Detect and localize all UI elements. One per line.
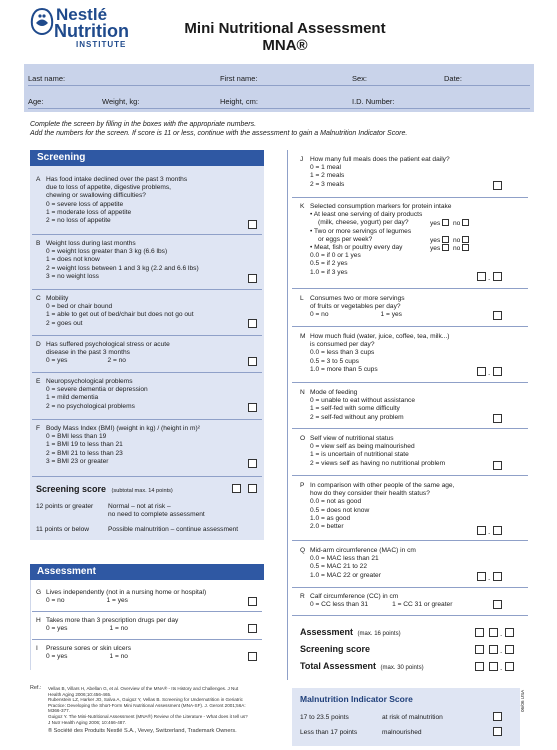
question-h: [36, 617, 258, 637]
decimal-point: .: [488, 273, 491, 282]
answer-option: 2 = views self as having no nutritional problem: [310, 459, 446, 467]
question-letter: I: [36, 645, 38, 652]
result-threshold: 12 points or greater: [36, 503, 94, 510]
question-letter: D: [36, 341, 41, 348]
answer-option: 1 = yes: [380, 311, 402, 319]
answer-option: 0.0 = MAC less than 21: [310, 555, 379, 563]
answer-option: 1 = CC 31 or greater: [392, 601, 453, 609]
question-a: [36, 176, 258, 232]
id-label: I.D. Number:: [352, 97, 395, 106]
total-assessment-row: [300, 661, 424, 671]
screening-score-box-2[interactable]: [248, 484, 257, 493]
question-text: is consumed per day?: [310, 341, 375, 349]
question-letter: M: [300, 333, 306, 340]
total-assessment-box-1[interactable]: [475, 662, 484, 671]
question-letter: N: [300, 389, 305, 396]
answer-option: 2.0 = better: [310, 523, 344, 531]
score-box-p-2[interactable]: [493, 526, 502, 535]
score-box-k-1[interactable]: [477, 272, 486, 281]
score-box-h[interactable]: [248, 624, 257, 633]
reference: J Nutr Health Aging 2006; 10:466-487.: [48, 719, 127, 725]
question-letter: E: [36, 378, 41, 385]
question-letter: L: [300, 295, 304, 302]
assessment-total-box-2[interactable]: [489, 628, 498, 637]
legumes-no-box[interactable]: [462, 236, 469, 243]
screening-score-label: Screening score: [36, 484, 107, 494]
score-box-b[interactable]: [248, 274, 257, 283]
answer-option: 0 = CC less than 31: [310, 601, 369, 609]
question-text: Self view of nutritional status: [310, 435, 394, 442]
legumes-yes-box[interactable]: [442, 236, 449, 243]
result-text: no need to complete assessment: [108, 511, 205, 518]
brand-line1: Nestlé: [56, 5, 108, 24]
answer-option: 0 = yes: [46, 625, 68, 633]
question-text: Pressure sores or skin ulcers: [46, 645, 132, 652]
question-n: [300, 389, 510, 425]
score-box-q-1[interactable]: [477, 572, 486, 581]
mis-range: 17 to 23.5 points: [300, 714, 349, 721]
answer-option: 0 = weight loss greater than 3 kg (6.6 lbs): [46, 248, 168, 256]
total-assessment-box-3[interactable]: [505, 662, 514, 671]
question-letter: Q: [300, 547, 306, 554]
instructions-line1: Complete the screen by filling in the boxes with the appropriate numbers.: [30, 121, 257, 128]
answer-option: 0 = bed or chair bound: [46, 303, 113, 311]
question-b: [36, 240, 258, 286]
answer-option: 2 = 3 meals: [310, 180, 345, 188]
score-box-q-2[interactable]: [493, 572, 502, 581]
title-line2: MNA®: [262, 37, 308, 54]
score-box-j[interactable]: [493, 181, 502, 190]
question-letter: P: [300, 482, 305, 489]
question-text: Has food intake declined over the past 3 months: [46, 176, 188, 183]
screening-score-row: [36, 484, 173, 494]
question-letter: A: [36, 176, 41, 183]
assessment-total-box-1[interactable]: [475, 628, 484, 637]
total-assessment-label: Total Assessment: [300, 661, 377, 671]
question-text: Body Mass Index (BMI) (weight in kg) / (height in m)²: [46, 425, 200, 432]
height-label: Height, cm:: [220, 97, 258, 106]
dairy-yes-box[interactable]: [442, 219, 449, 226]
answer-option: 0 = view self as being malnourished: [310, 443, 415, 451]
assessment-total-sub: (max. 16 points): [357, 631, 401, 637]
assessment-header: Assessment: [30, 564, 264, 580]
answer-option: 1 = 2 meals: [310, 172, 345, 180]
answer-option: 1 = does not know: [46, 256, 100, 264]
question-letter: K: [300, 203, 305, 210]
title-line1: Mini Nutritional Assessment: [184, 20, 386, 37]
answer-option: 0.5 = 3 to 5 cups: [310, 357, 359, 365]
question-g: [36, 589, 258, 609]
score-box-r[interactable]: [493, 600, 502, 609]
yes-label: yes: [430, 245, 441, 253]
question-text: Calf circumference (CC) in cm: [310, 593, 399, 600]
result-threshold: 11 points or below: [36, 526, 90, 533]
reference: Guigoz Y. The Mini-Nutritional Assessment (MNA®) Review of the Literature - What does it tell us?: [48, 713, 248, 719]
question-text: Weight loss during last months: [46, 240, 136, 247]
answer-option: 2 = no psychological problems: [46, 402, 135, 410]
score-box-m-1[interactable]: [477, 367, 486, 376]
reference: Health Aging 2006;10:456-465.: [48, 691, 112, 697]
score-box-c[interactable]: [248, 319, 257, 328]
question-text: Takes more than 3 prescription drugs per day: [46, 617, 179, 624]
question-o: [300, 435, 510, 471]
question-text: of fruits or vegetables per day?: [310, 303, 401, 311]
answer-option: 1 = mild dementia: [46, 394, 99, 402]
score-box-f[interactable]: [248, 459, 257, 468]
screening-score-sub: (subtotal max. 14 points): [111, 488, 173, 494]
brand-line3: INSTITUTE: [76, 40, 127, 49]
decimal-point: .: [488, 573, 491, 582]
reference: Rubenstein LZ, Harker JO, Salva A, Guigoz Y, Vellas B. Screening for Undernutrition in Geriatric: [48, 697, 243, 703]
patient-info-band: [24, 64, 534, 112]
malnutrition-indicator-header: Malnutrition Indicator Score: [300, 694, 413, 704]
first-name-label: First name:: [220, 74, 258, 83]
answer-option: 0.5 = does not know: [310, 506, 370, 514]
question-text: disease in the past 3 months: [46, 349, 130, 357]
answer-option: 1 = yes: [106, 597, 128, 605]
question-text: Lives independently (not in a nursing home or hospital): [46, 589, 207, 596]
meat-yes-box[interactable]: [442, 244, 449, 251]
answer-option: 3 = BMI 23 or greater: [46, 457, 109, 465]
meat-no-box[interactable]: [462, 244, 469, 251]
reference: M366-377.: [48, 708, 70, 714]
answer-option: 1 = no: [109, 625, 128, 633]
question-text: due to loss of appetite, digestive problems,: [46, 184, 171, 192]
answer-option: 1 = able to get out of bed/chair but does not go out: [46, 311, 194, 319]
mis-range: Less than 17 points: [300, 729, 358, 736]
total-assessment-box-2[interactable]: [489, 662, 498, 671]
question-r: [300, 593, 515, 613]
score-box-g[interactable]: [248, 597, 257, 606]
answer-option: 0 = severe dementia or depression: [46, 386, 148, 394]
question-text: How much fluid (water, juice, coffee, tea, milk...): [310, 333, 450, 340]
copyright: ® Société des Produits Nestlé S.A., Vevey, Switzerland, Trademark Owners.: [48, 728, 237, 735]
score-box-a[interactable]: [248, 220, 257, 229]
answer-option: 0 = no: [46, 597, 65, 605]
answer-option: 1.0 = as good: [310, 514, 351, 522]
no-label: no: [452, 236, 461, 244]
age-label: Age:: [28, 97, 44, 106]
question-l: [300, 295, 510, 323]
score-box-p-1[interactable]: [477, 526, 486, 535]
question-letter: H: [36, 617, 41, 624]
reference: Vellas B, Villars H, Abellan G, et al. Overview of the MNA® - Its History and Challenges. J Nut: [48, 686, 239, 691]
page-title: [170, 20, 400, 54]
question-d: [36, 341, 258, 369]
question-text: Consumes two or more servings: [310, 295, 405, 302]
date-label: Date:: [444, 74, 462, 83]
mis-result: malnourished: [382, 729, 422, 736]
no-label: no: [452, 220, 461, 228]
answer-option: 0 = severe loss of appetite: [46, 200, 124, 208]
answer-option: 0.0 = less than 3 cups: [310, 349, 375, 357]
dairy-no-box[interactable]: [462, 219, 469, 226]
answer-option: 2 = self-fed without any problem: [310, 413, 404, 421]
mis-at-risk-box[interactable]: [493, 712, 502, 721]
screening-score-repeat-label: Screening score: [300, 644, 371, 654]
score-box-e[interactable]: [248, 403, 257, 412]
answer-option: 2 = goes out: [46, 319, 83, 327]
answer-option: 1.0 = MAC 22 or greater: [310, 571, 381, 579]
question-j: [300, 156, 510, 194]
question-letter: F: [36, 425, 41, 432]
decimal-point: .: [500, 663, 503, 672]
sub-question: or eggs per week?: [318, 235, 373, 243]
sub-question: • Two or more servings of legumes: [310, 227, 412, 235]
answer-option: 1.0 = if 3 yes: [310, 268, 348, 276]
score-box-m-2[interactable]: [493, 367, 502, 376]
form-code: 06/06 USA: [520, 689, 525, 712]
screening-score-repeat-box-2[interactable]: [489, 645, 498, 654]
question-text: how do they consider their health status?: [310, 490, 430, 498]
question-c: [36, 295, 258, 331]
no-label: no: [452, 245, 461, 253]
score-box-n[interactable]: [493, 414, 502, 423]
sub-question: • Meat, fish or poultry every day: [310, 244, 403, 252]
answer-option: 0.5 = MAC 21 to 22: [310, 563, 367, 571]
question-letter: G: [36, 589, 42, 596]
question-text: Neuropsychological problems: [46, 378, 133, 385]
answer-option: 0 = no: [310, 311, 329, 319]
screening-header: Screening: [30, 150, 264, 166]
score-box-d[interactable]: [248, 357, 257, 366]
answer-option: 0.5 = if 2 yes: [310, 260, 348, 268]
weight-label: Weight, kg:: [102, 97, 140, 106]
question-letter: R: [300, 593, 305, 600]
question-letter: B: [36, 240, 41, 247]
answer-option: 2 = no: [107, 357, 126, 365]
decimal-point: .: [500, 629, 503, 638]
answer-option: 1 = BMI 19 to less than 21: [46, 441, 123, 449]
screening-score-box-1[interactable]: [232, 484, 241, 493]
decimal-point: .: [488, 527, 491, 536]
score-box-l[interactable]: [493, 311, 502, 320]
answer-option: 2 = BMI 21 to less than 23: [46, 449, 123, 457]
decimal-point: .: [488, 368, 491, 377]
question-text: How many full meals does the patient eat daily?: [310, 156, 450, 163]
question-text: Selected consumption markers for protein intake: [310, 203, 452, 210]
question-text: In comparison with other people of the same age,: [310, 482, 455, 489]
instructions-line2: Add the numbers for the screen. If score is 11 or less, continue with the assessment to gain a Malnutrition Indicator Score.: [30, 130, 408, 137]
question-text: Mobility: [46, 295, 69, 302]
question-letter: O: [300, 435, 306, 442]
question-text: Mode of feeding: [310, 389, 358, 396]
instructions: [30, 120, 407, 138]
answer-option: 1 = moderate loss of appetite: [46, 208, 132, 216]
sex-label: Sex:: [352, 74, 368, 83]
sub-question: (milk, cheese, yogurt) per day?: [318, 219, 409, 227]
answer-option: 3 = no weight loss: [46, 272, 99, 280]
answer-option: 2 = no loss of appetite: [46, 217, 111, 225]
reference: Practice: Developing the Short-Form Mini Nutritional Assessment (MNA-SF). J. Geront 2001;56A:: [48, 702, 246, 708]
brand-line2: Nutrition: [54, 21, 129, 41]
answer-option: 0 = yes: [46, 653, 68, 661]
assessment-total-box-3[interactable]: [505, 628, 514, 637]
question-letter: J: [300, 156, 304, 163]
question-text: chewing or swallowing difficulties?: [46, 192, 146, 200]
score-box-o[interactable]: [493, 461, 502, 470]
last-name-label: Last name:: [28, 74, 66, 83]
answer-option: 0 = yes: [46, 357, 68, 365]
screening-score-repeat-box-1[interactable]: [475, 645, 484, 654]
assessment-total-label: Assessment: [300, 627, 354, 637]
question-letter: C: [36, 295, 41, 302]
sub-question: • At least one serving of dairy products: [310, 211, 423, 219]
nest-birds-icon: [30, 7, 54, 35]
decimal-point: .: [500, 646, 503, 655]
answer-option: 1.0 = more than 5 cups: [310, 365, 378, 373]
nestle-logo: [30, 5, 140, 57]
question-f: [36, 425, 258, 471]
score-box-i[interactable]: [248, 652, 257, 661]
column-divider: [287, 150, 288, 680]
answer-option: 1 = is uncertain of nutritional state: [310, 451, 409, 459]
answer-option: 0 = 1 meal: [310, 164, 341, 172]
result-text: Normal – not at risk –: [108, 503, 171, 510]
mis-result: at risk of malnutrition: [382, 714, 443, 721]
yes-label: yes: [430, 236, 441, 244]
yes-label: yes: [430, 220, 441, 228]
score-box-k-2[interactable]: [493, 272, 502, 281]
screening-score-repeat-box-3[interactable]: [505, 645, 514, 654]
answer-option: 0.0 = not as good: [310, 498, 362, 506]
question-e: [36, 378, 258, 414]
ref-label: Ref.:: [30, 685, 42, 691]
total-assessment-sub: (max. 30 points): [380, 665, 424, 671]
result-text: Possible malnutrition – continue assessment: [108, 526, 239, 533]
answer-option: 1 = no: [109, 653, 128, 661]
answer-option: 2 = weight loss between 1 and 3 kg (2.2 and 6.6 lbs): [46, 264, 199, 272]
assessment-total-row: [300, 627, 401, 637]
answer-option: 0 = BMI less than 19: [46, 433, 107, 441]
answer-option: 0 = unable to eat without assistance: [310, 397, 416, 405]
mis-malnourished-box[interactable]: [493, 727, 502, 736]
answer-option: 1 = self-fed with some difficulty: [310, 405, 400, 413]
question-text: Has suffered psychological stress or acute: [46, 341, 170, 348]
answer-option: 0.0 = if 0 or 1 yes: [310, 252, 361, 260]
question-text: Mid-arm circumference (MAC) in cm: [310, 547, 416, 554]
question-i: [36, 645, 258, 665]
